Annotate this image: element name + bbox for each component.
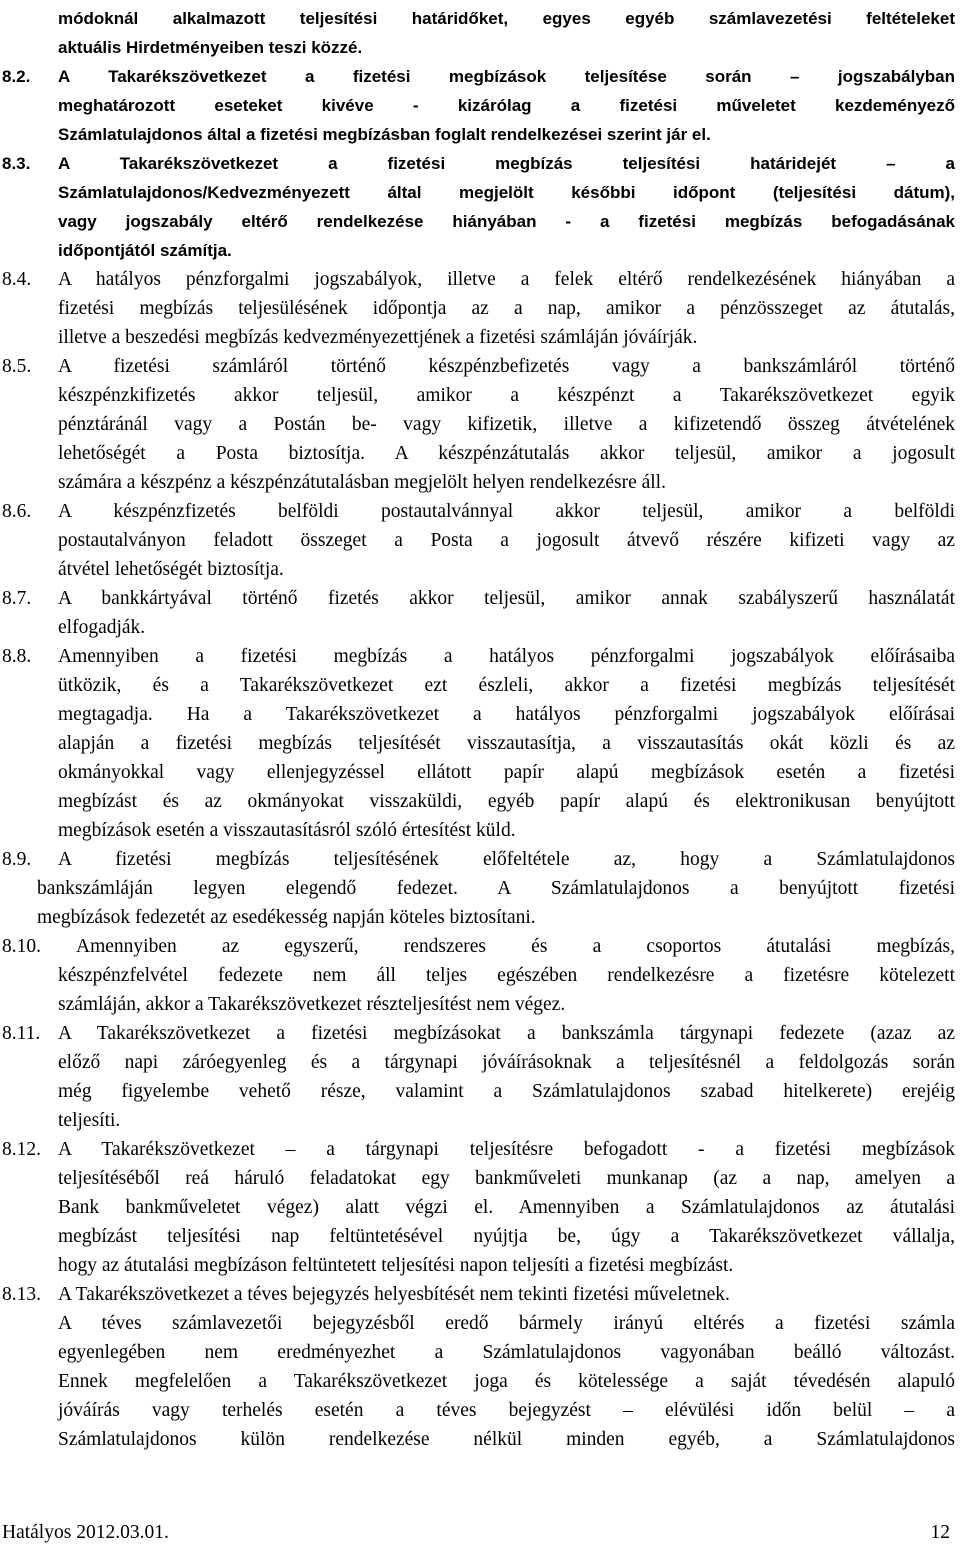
text-line: egyenlegében nem eredményezhet a Számlatulajdonos vagyonában beálló változást. <box>58 1342 955 1363</box>
text-line: számára a készpénz a készpénzátutalásban megjelölt helyen rendelkezésre áll. <box>58 472 666 493</box>
text-line: időpontjától számítja. <box>58 241 232 260</box>
text-line: fizetési megbízás teljesülésének időpontja az a nap, amikor a pénzösszeget az átutalás, <box>58 298 955 319</box>
paragraph-8-6 <box>0 497 960 584</box>
paragraph-text <box>58 932 955 1019</box>
text-line: Ennek megfelelően a Takarékszövetkezet joga és kötelessége a saját tévedésén alapuló <box>58 1371 955 1392</box>
paragraph-8-7 <box>0 584 960 642</box>
text-line: aktuális Hirdetményeiben teszi közzé. <box>58 38 363 57</box>
text-line: Bank bankműveletet végez) alatt végzi el. Amennyiben a Számlatulajdonos az átutalási <box>58 1197 955 1218</box>
paragraph-number: 8.4. <box>2 269 32 290</box>
text-line: elfogadják. <box>58 617 146 638</box>
paragraph-8-4 <box>0 265 960 352</box>
paragraph-8-9 <box>0 845 960 932</box>
text-line: Számlatulajdonos külön rendelkezése nélkül minden egyéb, a Számlatulajdonos <box>58 1429 955 1450</box>
paragraph-8-11 <box>0 1019 960 1135</box>
paragraph-text <box>58 4 955 62</box>
text-line: alapján a fizetési megbízás teljesítését visszautasítja, a visszautasítás okát közli és az <box>58 733 955 754</box>
text-line: átvétel lehetőségét biztosítja. <box>58 559 284 580</box>
text-line: készpénzkifizetés akkor teljesül, amikor a készpénzt a Takarékszövetkezet egyik <box>58 385 955 406</box>
text-line: meghatározott eseteket kivéve - kizárólag a fizetési műveletet kezdeményező <box>58 96 955 115</box>
footer-page-number: 12 <box>930 1522 950 1543</box>
text-line: okmányokkal vagy ellenjegyzéssel ellátott papír alapú megbízások esetén a fizetési <box>58 762 955 783</box>
text-line: megbízások fedezetét az esedékesség napján köteles biztosítani. <box>37 907 536 928</box>
text-line: megtagadja. Ha a Takarékszövetkezet a hatályos pénzforgalmi jogszabályok előírásai <box>58 704 955 725</box>
paragraph-number: 8.5. <box>2 356 32 377</box>
paragraph-text <box>58 1280 955 1454</box>
paragraph-text <box>58 497 955 584</box>
paragraph-8-8 <box>0 642 960 845</box>
text-line: megbízást teljesítési nap feltüntetésével nyújtja be, úgy a Takarékszövetkezet vállalja, <box>58 1226 955 1247</box>
paragraph-8-10 <box>0 932 960 1019</box>
paragraph-text <box>58 149 955 265</box>
paragraph-number: 8.6. <box>2 501 32 522</box>
paragraph-number: 8.2. <box>2 67 31 86</box>
paragraph-text <box>58 642 955 845</box>
text-line: teljesítéséből reá háruló feladatokat egy bankműveleti munkanap (az a nap, amelyen a <box>58 1168 955 1189</box>
paragraph-text <box>37 845 955 932</box>
paragraph-number: 8.12. <box>2 1139 41 1160</box>
text-line: A hatályos pénzforgalmi jogszabályok, illetve a felek eltérő rendelkezésének hiányában a <box>58 269 955 290</box>
paragraph-8-5 <box>0 352 960 497</box>
paragraph-number: 8.9. <box>2 849 32 870</box>
paragraph-text <box>58 584 955 642</box>
paragraph-text <box>58 1135 955 1280</box>
paragraph-continued <box>0 4 960 62</box>
paragraph-number: 8.13. <box>2 1284 41 1305</box>
text-line: A fizetési számláról történő készpénzbefizetés vagy a bankszámláról történő <box>58 356 955 377</box>
text-line: ütközik, és a Takarékszövetkezet ezt észleli, akkor a fizetési megbízás teljesítését <box>58 675 955 696</box>
text-line: A fizetési megbízás teljesítésének előfeltétele az, hogy a Számlatulajdonos <box>58 849 955 870</box>
text-line: lehetőségét a Posta biztosítja. A készpénzátutalás akkor teljesül, amikor a jogosult <box>58 443 955 464</box>
paragraph-8-13 <box>0 1280 960 1454</box>
paragraph-number: 8.7. <box>2 588 32 609</box>
text-line: megbízást és az okmányokat visszaküldi, egyéb papír alapú és elektronikusan benyújtott <box>58 791 955 812</box>
text-line: vagy jogszabály eltérő rendelkezése hiányában - a fizetési megbízás befogadásának <box>58 212 955 231</box>
text-line: A Takarékszövetkezet – a tárgynapi teljesítésre befogadott - a fizetési megbízások <box>58 1139 955 1160</box>
text-line: A Takarékszövetkezet a fizetési megbízásokat a bankszámla tárgynapi fedezete (azaz az <box>58 1023 955 1044</box>
text-line: bankszámláján legyen elegendő fedezet. A Számlatulajdonos a benyújtott fizetési <box>37 878 955 899</box>
text-line: illetve a beszedési megbízás kedvezményezettjének a fizetési számláján jóváírják. <box>58 327 698 348</box>
text-line: A bankkártyával történő fizetés akkor teljesül, amikor annak szabályszerű használatát <box>58 588 955 609</box>
paragraph-8-2 <box>0 62 960 149</box>
text-line: A Takarékszövetkezet a fizetési megbízások teljesítése során – jogszabályban <box>58 67 955 86</box>
paragraph-8-12 <box>0 1135 960 1280</box>
footer-effective-date: Hatályos 2012.03.01. <box>2 1522 169 1543</box>
text-line: A Takarékszövetkezet a fizetési megbízás teljesítési határidejét – a <box>58 154 955 173</box>
text-line: módoknál alkalmazott teljesítési határidőket, egyes egyéb számlavezetési feltételeket <box>58 9 955 28</box>
paragraph-text <box>58 352 955 497</box>
paragraph-number: 8.10. <box>2 936 41 957</box>
text-line: Számlatulajdonos/Kedvezményezett által megjelölt későbbi időpont (teljesítési dátum), <box>58 183 955 202</box>
paragraph-8-3 <box>0 149 960 265</box>
text-line: számláján, akkor a Takarékszövetkezet részteljesítést nem végez. <box>58 994 566 1015</box>
text-line: Amennyiben az egyszerű, rendszeres és a csoportos átutalási megbízás, <box>76 936 955 957</box>
paragraph-number: 8.8. <box>2 646 32 667</box>
text-line: hogy az átutalási megbízáson feltüntetett teljesítési napon teljesíti a fizetési megbízást. <box>58 1255 734 1276</box>
text-line: A Takarékszövetkezet a téves bejegyzés helyesbítését nem tekinti fizetési műveletnek. <box>58 1284 730 1305</box>
text-line: pénztáránál vagy a Postán be- vagy kifizetik, illetve a kifizetendő összeg átvételének <box>58 414 955 435</box>
text-line: Amennyiben a fizetési megbízás a hatályos pénzforgalmi jogszabályok előírásaiba <box>58 646 955 667</box>
paragraph-number: 8.11. <box>2 1023 41 1044</box>
text-line: A készpénzfizetés belföldi postautalvánnyal akkor teljesül, amikor a belföldi <box>58 501 955 522</box>
text-line: jóváírás vagy terhelés esetén a téves bejegyzést – elévülési időn belül – a <box>58 1400 955 1421</box>
paragraph-number: 8.3. <box>2 154 31 173</box>
text-line: még figyelembe vehető része, valamint a Számlatulajdonos szabad hitelkerete) erejéig <box>58 1081 955 1102</box>
text-line: készpénzfelvétel fedezete nem áll teljes egészében rendelkezésre a fizetésre kötelezett <box>58 965 955 986</box>
text-line: megbízások esetén a visszautasításról szóló értesítést küld. <box>58 820 516 841</box>
text-line: postautalványon feladott összeget a Posta a jogosult átvevő részére kifizeti vagy az <box>58 530 955 551</box>
paragraph-text <box>58 62 955 149</box>
text-line: előző napi záróegyenleg és a tárgynapi jóváírásoknak a teljesítésnél a feldolgozás során <box>58 1052 955 1073</box>
text-line: Számlatulajdonos által a fizetési megbízásban foglalt rendelkezései szerint jár el. <box>58 125 711 144</box>
paragraph-text <box>58 1019 955 1135</box>
paragraph-text <box>58 265 955 352</box>
text-line: A téves számlavezetői bejegyzésből eredő bármely irányú eltérés a fizetési számla <box>58 1313 955 1334</box>
text-line: teljesíti. <box>58 1110 121 1131</box>
